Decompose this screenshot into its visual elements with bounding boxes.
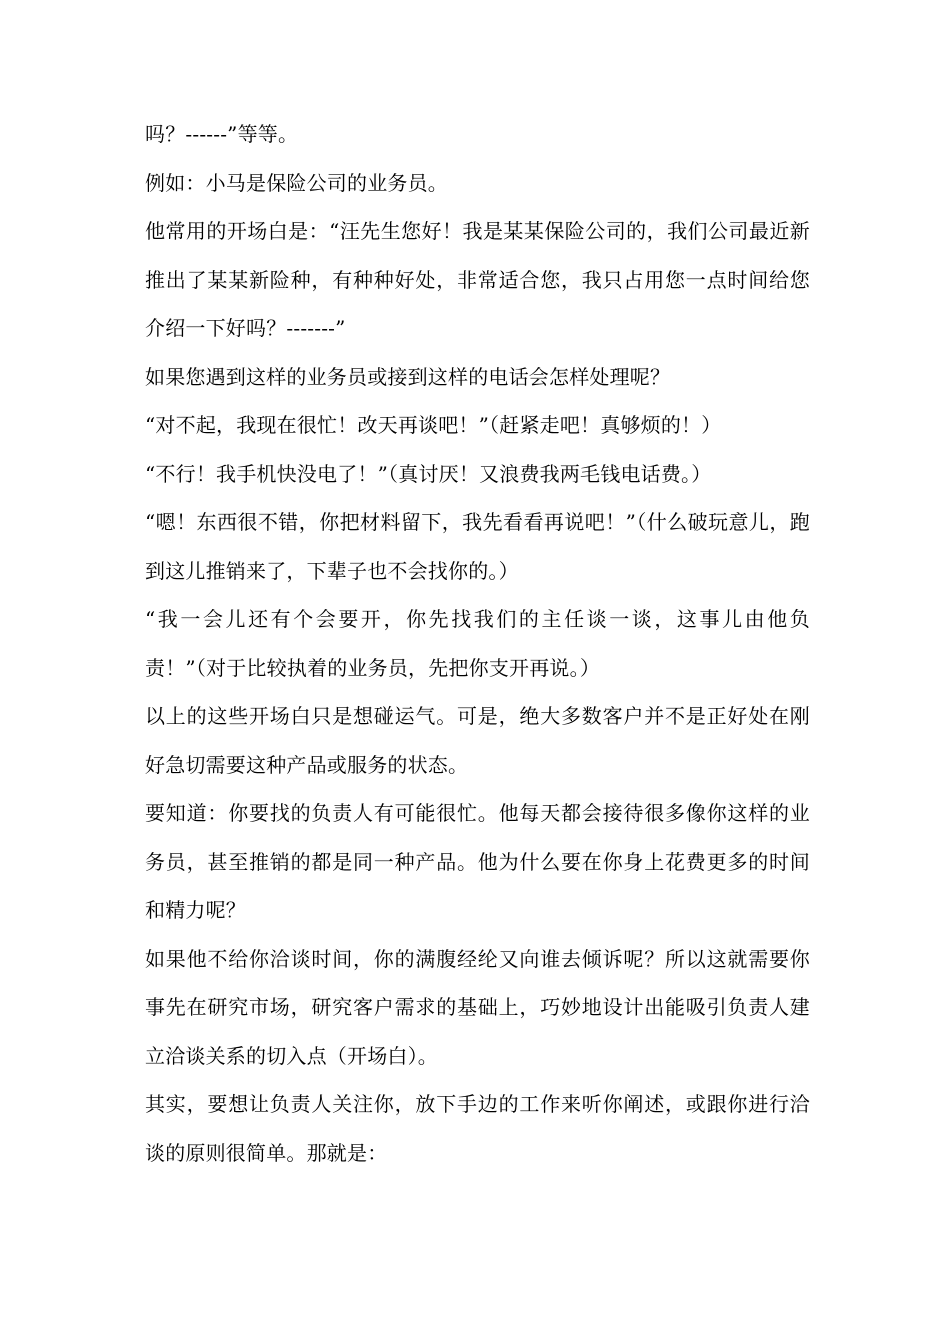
- paragraph-1: 吗？------”等等。: [145, 122, 299, 146]
- paragraph-11: 如果他不给你洽谈时间，你的满腹经纶又向谁去倾诉呢？所以这就需要你事先在研究市场，研究客户需求的基础上，巧妙地设计出能吸引负责人建立洽谈关系的切入点（开场白）。: [145, 946, 810, 1068]
- paragraph-10: 要知道：你要找的负责人有可能很忙。他每天都会接待很多像你这样的业务员，甚至推销的都是同一种产品。他为什么要在你身上花费更多的时间和精力呢？: [145, 801, 810, 922]
- paragraph-9: 以上的这些开场白只是想碰运气。可是，绝大多数客户并不是正好处在刚好急切需要这种产品或服务的状态。: [145, 704, 810, 777]
- paragraph-3: 他常用的开场白是：“汪先生您好！我是某某保险公司的，我们公司最近新推出了某某新险种，有种种好处，非常适合您，我只占用您一点时间给您介绍一下好吗？-------”: [145, 219, 810, 340]
- paragraph-12: 其实，要想让负责人关注你，放下手边的工作来听你阐述，或跟你进行洽谈的原则很简单。那就是：: [145, 1092, 810, 1165]
- paragraph-4: 如果您遇到这样的业务员或接到这样的电话会怎样处理呢？: [145, 364, 671, 389]
- paragraph-2: 例如：小马是保险公司的业务员。: [145, 170, 448, 195]
- paragraph-6: “不行！我手机快没电了！”（真讨厌！又浪费我两毛钱电话费。）: [145, 461, 712, 486]
- document-body: [145, 110, 810, 1177]
- paragraph-7: “嗯！东西很不错，你把材料留下，我先看看再说吧！”（什么破玩意儿，跑到这儿推销来了，下辈子也不会找你的。）: [145, 510, 810, 583]
- paragraph-8: “我一会儿还有个会要开，你先找我们的主任谈一谈，这事儿由他负责！”（对于比较执着的业务员，先把你支开再说。）: [145, 607, 810, 680]
- paragraph-5: “对不起，我现在很忙！改天再谈吧！”（赶紧走吧！真够烦的！）: [145, 413, 722, 437]
